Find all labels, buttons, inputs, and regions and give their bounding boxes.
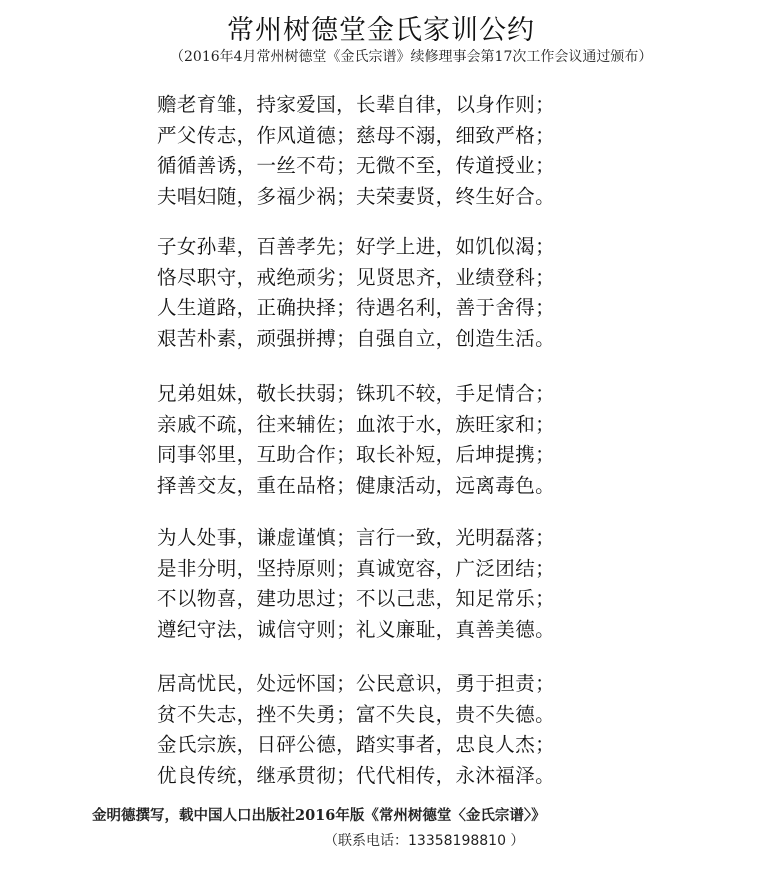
verse-line: 优良传统，继承贯彻；代代相传，永沐福泽。 — [157, 763, 556, 787]
verse-line: 贫不失志，挫不失勇；富不失良，贵不失德。 — [157, 702, 556, 726]
verse-line: 同事邻里，互助合作；取长补短，后坤提携； — [157, 443, 556, 467]
verse-line: 恪尽职守，戒绝顽劣；见贤思齐，业绩登科； — [157, 265, 556, 289]
verse-line: 人生道路，正确抉择；待遇名利，善于舍得； — [157, 296, 556, 320]
verse-line: 赡老育雏，持家爱国，长辈自律，以身作则； — [157, 93, 556, 116]
verse-line: 为人处事，谦虚谨慎；言行一致，光明磊落； — [157, 526, 556, 549]
verse-line: 夫唱妇随，多福少祸；夫荣妻贤，终生好合。 — [157, 184, 556, 208]
verse-line: 亲戚不疏，往来辅佐；血浓于水，族旺家和； — [157, 412, 556, 436]
verse-line: 子女孙辈，百善孝先；好学上进，如饥似渴； — [157, 235, 556, 258]
verse-line: 金氏宗族，日砰公德，踏实事者，忠良人杰； — [157, 733, 556, 757]
stanza-5 — [157, 669, 555, 791]
verse-line: 循循善诱，一丝不苟；无微不至，传道授业； — [157, 154, 556, 178]
verse-line: 居高忧民，处远怀国；公民意识，勇于担责； — [157, 672, 556, 695]
stanza-2 — [157, 232, 555, 354]
contact-phone: （联系电话：13358198810 ） — [324, 833, 525, 849]
verse-line: 兄弟姐妹，敬长扶弱；铢玑不较，手足情合； — [157, 382, 556, 405]
verse-line: 不以物喜，建功思过；不以己悲，知足常乐； — [157, 587, 556, 611]
verse-line: 是非分明，坚持原则；真诚宽容，广泛团结； — [157, 556, 556, 580]
author-credit: 金明德撰写，载中国人口出版社2016年版《常州树德堂〈金氏宗谱〉》 — [92, 807, 546, 824]
document-title: 常州树德堂金氏家训公约 — [227, 15, 535, 46]
stanza-1 — [157, 90, 555, 212]
verse-line: 择善交友，重在品格；健康活动，远离毒色。 — [157, 473, 556, 497]
verse-line: 遵纪守法，诚信守则；礼义廉耻，真善美德。 — [157, 617, 556, 641]
document-subtitle: （2016年4月常州树德堂《金氏宗谱》续修理事会第17次工作会议通过颁布） — [170, 49, 653, 65]
verse-line: 艰苦朴素，顽强拼搏；自强自立，创造生活。 — [157, 326, 556, 350]
stanza-4 — [157, 523, 555, 645]
verse-line: 严父传志，作风道德；慈母不溺，细致严格； — [157, 123, 556, 147]
stanza-3 — [157, 379, 555, 501]
